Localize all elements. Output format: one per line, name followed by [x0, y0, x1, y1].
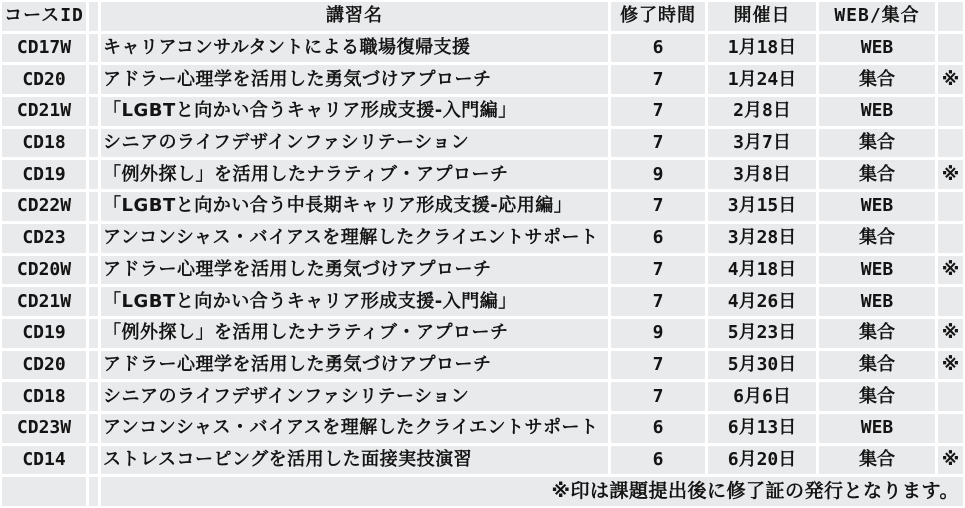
course-name-cell: 「例外探し」を活用したナラティブ・アプローチ: [101, 160, 608, 189]
course-id-cell: CD21W: [2, 287, 86, 316]
note-cell: ※: [938, 160, 963, 189]
spacer-cell: [89, 287, 98, 316]
spacer-cell: [89, 446, 98, 475]
mode-cell: 集合: [819, 129, 935, 158]
course-name-cell: 「LGBTと向かい合うキャリア形成支援-入門編」: [101, 97, 608, 126]
course-id-cell: CD23W: [2, 414, 86, 443]
date-cell: 5月30日: [708, 351, 816, 380]
note-cell: [938, 192, 963, 221]
hours-cell: 7: [611, 351, 705, 380]
column-header-mode: WEB/集合: [819, 2, 935, 31]
hours-cell: 6: [611, 34, 705, 63]
spacer-cell: [89, 351, 98, 380]
course-name-cell: アドラー心理学を活用した勇気づけアプローチ: [101, 65, 608, 94]
hours-cell: 6: [611, 224, 705, 253]
mode-cell: WEB: [819, 34, 935, 63]
column-header-note: [938, 2, 963, 31]
hours-cell: 7: [611, 382, 705, 411]
date-cell: 4月26日: [708, 287, 816, 316]
date-cell: 6月6日: [708, 382, 816, 411]
course-name-cell: 「例外探し」を活用したナラティブ・アプローチ: [101, 319, 608, 348]
course-name-cell: シニアのライフデザインファシリテーション: [101, 129, 608, 158]
spacer-cell: [89, 224, 98, 253]
mode-cell: 集合: [819, 319, 935, 348]
date-cell: 1月24日: [708, 65, 816, 94]
hours-cell: 7: [611, 287, 705, 316]
date-cell: 6月20日: [708, 446, 816, 475]
hours-cell: 7: [611, 192, 705, 221]
hours-cell: 7: [611, 256, 705, 285]
mode-cell: 集合: [819, 351, 935, 380]
course-name-cell: キャリアコンサルタントによる職場復帰支援: [101, 34, 608, 63]
course-id-cell: CD18: [2, 129, 86, 158]
spacer-cell: [89, 414, 98, 443]
mode-cell: WEB: [819, 287, 935, 316]
course-name-cell: 「LGBTと向かい合う中長期キャリア形成支援-応用編」: [101, 192, 608, 221]
course-id-cell: CD22W: [2, 192, 86, 221]
note-cell: [938, 287, 963, 316]
course-id-cell: CD21W: [2, 97, 86, 126]
hours-cell: 6: [611, 446, 705, 475]
mode-cell: WEB: [819, 97, 935, 126]
date-cell: 3月8日: [708, 160, 816, 189]
date-cell: 5月23日: [708, 319, 816, 348]
mode-cell: 集合: [819, 65, 935, 94]
column-header-hours: 修了時間: [611, 2, 705, 31]
note-cell: ※: [938, 65, 963, 94]
date-cell: 3月15日: [708, 192, 816, 221]
date-cell: 3月7日: [708, 129, 816, 158]
spacer-cell: [89, 65, 98, 94]
spacer-cell: [89, 256, 98, 285]
date-cell: 2月8日: [708, 97, 816, 126]
hours-cell: 6: [611, 414, 705, 443]
course-id-cell: CD20W: [2, 256, 86, 285]
course-id-cell: CD23: [2, 224, 86, 253]
note-cell: [938, 224, 963, 253]
hours-cell: 7: [611, 65, 705, 94]
mode-cell: 集合: [819, 446, 935, 475]
course-name-cell: アンコンシャス・バイアスを理解したクライエントサポート: [101, 224, 608, 253]
hours-cell: 9: [611, 319, 705, 348]
mode-cell: 集合: [819, 382, 935, 411]
spacer-cell: [89, 382, 98, 411]
course-name-cell: アンコンシャス・バイアスを理解したクライエントサポート: [101, 414, 608, 443]
note-cell: [938, 97, 963, 126]
spacer-cell: [89, 319, 98, 348]
course-id-cell: CD20: [2, 351, 86, 380]
spacer-cell: [89, 2, 98, 31]
spacer-cell: [89, 192, 98, 221]
spacer-cell: [89, 34, 98, 63]
footer-note: ※印は課題提出後に修了証の発行となります。: [101, 477, 963, 506]
note-cell: [938, 382, 963, 411]
course-name-cell: 「LGBTと向かい合うキャリア形成支援-入門編」: [101, 287, 608, 316]
footer-empty-id-cell: [2, 477, 86, 506]
note-cell: ※: [938, 256, 963, 285]
mode-cell: 集合: [819, 160, 935, 189]
mode-cell: WEB: [819, 192, 935, 221]
spacer-cell: [89, 129, 98, 158]
date-cell: 4月18日: [708, 256, 816, 285]
note-cell: [938, 414, 963, 443]
hours-cell: 7: [611, 129, 705, 158]
course-name-cell: シニアのライフデザインファシリテーション: [101, 382, 608, 411]
date-cell: 3月28日: [708, 224, 816, 253]
spacer-cell: [89, 97, 98, 126]
spacer-cell: [89, 477, 98, 506]
column-header-course-id: コースID: [2, 2, 86, 31]
note-cell: ※: [938, 446, 963, 475]
course-id-cell: CD19: [2, 160, 86, 189]
date-cell: 6月13日: [708, 414, 816, 443]
note-cell: ※: [938, 351, 963, 380]
column-header-date: 開催日: [708, 2, 816, 31]
hours-cell: 7: [611, 97, 705, 126]
note-cell: [938, 129, 963, 158]
course-id-cell: CD18: [2, 382, 86, 411]
spacer-cell: [89, 160, 98, 189]
course-id-cell: CD19: [2, 319, 86, 348]
hours-cell: 9: [611, 160, 705, 189]
note-cell: [938, 34, 963, 63]
course-name-cell: アドラー心理学を活用した勇気づけアプローチ: [101, 351, 608, 380]
course-id-cell: CD17W: [2, 34, 86, 63]
course-id-cell: CD20: [2, 65, 86, 94]
date-cell: 1月18日: [708, 34, 816, 63]
course-name-cell: ストレスコーピングを活用した面接実技演習: [101, 446, 608, 475]
column-header-course-name: 講習名: [101, 2, 608, 31]
course-name-cell: アドラー心理学を活用した勇気づけアプローチ: [101, 256, 608, 285]
mode-cell: WEB: [819, 256, 935, 285]
note-cell: ※: [938, 319, 963, 348]
course-id-cell: CD14: [2, 446, 86, 475]
mode-cell: WEB: [819, 414, 935, 443]
mode-cell: 集合: [819, 224, 935, 253]
